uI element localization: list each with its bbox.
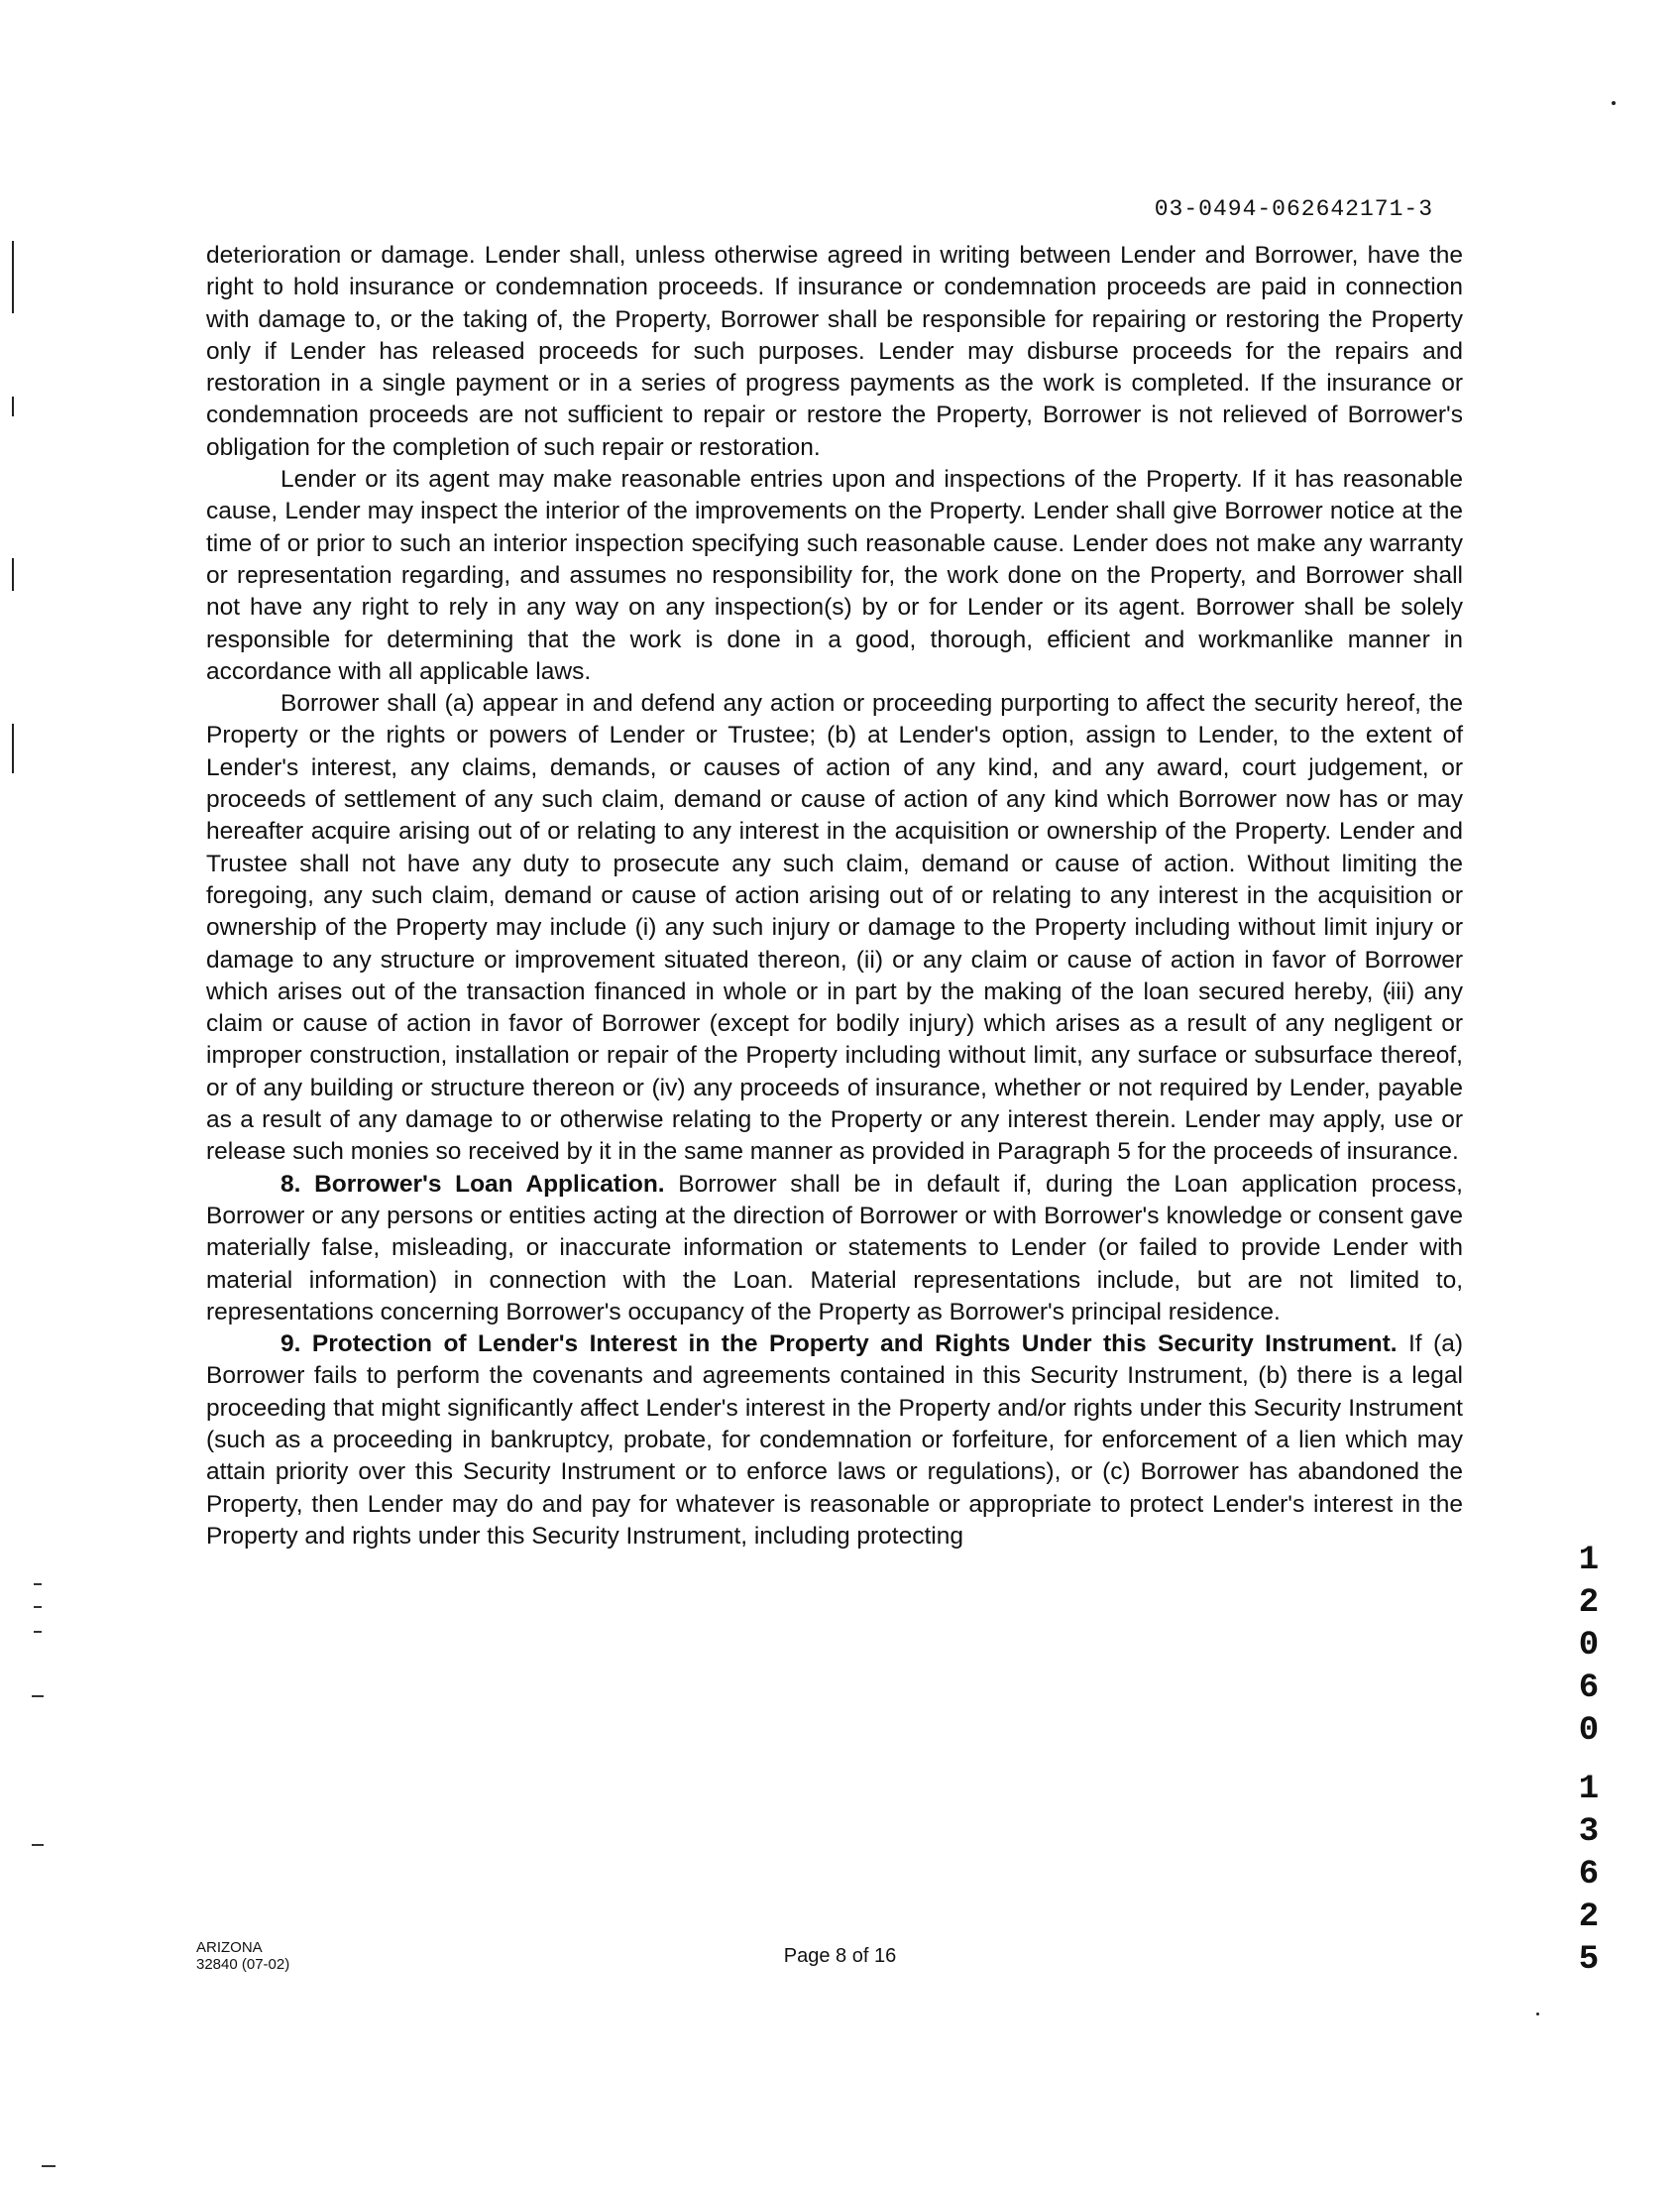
document-number: 03-0494-062642171-3 xyxy=(1154,196,1433,222)
recording-digit: 3 xyxy=(1578,1813,1600,1851)
recording-digit: 0 xyxy=(1578,1712,1600,1750)
recording-digit: 6 xyxy=(1578,1669,1600,1707)
scan-mark xyxy=(34,1606,42,1608)
scan-mark xyxy=(32,1844,44,1846)
page-number: Page 8 of 16 xyxy=(783,1945,897,1967)
recording-digit: 1 xyxy=(1578,1542,1600,1579)
scan-margin-line xyxy=(12,558,14,591)
scan-mark xyxy=(42,2165,56,2167)
document-body xyxy=(206,240,1463,1553)
recording-digit: 2 xyxy=(1578,1898,1600,1936)
scan-mark xyxy=(34,1583,42,1585)
recording-digit: 6 xyxy=(1578,1856,1600,1894)
scan-mark xyxy=(32,1695,44,1697)
recording-digit: 0 xyxy=(1578,1627,1600,1665)
scan-margin-line xyxy=(12,241,14,313)
recording-number-stamp xyxy=(1569,1540,1609,1982)
section-8-text: Borrower shall be in default if, during the Loan application process, Borrower or any persons or entities acting at the direction of Borrower or with Borrower's knowledge or consent gave materially false, misleading, or inaccurate information or statements to Lender (or failed to provide Lender with material information) in connection with the Loan. Material representations include, but are not limited to, representations concerning Borrower's occupancy of the Property as Borrower's principal residence. xyxy=(206,1170,1463,1325)
paragraph: deterioration or damage. Lender shall, unless otherwise agreed in writing between Lender and Borrower, have the right to hold insurance or condemnation proceeds. If insurance or condemnation proceeds are paid in connection with damage to, or the taking of, the Property, Borrower shall be responsible for repairing or restoring the Property only if Lender has released proceeds for such purposes. Lender may disburse proceeds for the repairs and restoration in a single payment or in a series of progress payments as the work is completed. If the insurance or condemnation proceeds are not sufficient to repair or restore the Property, Borrower is not relieved of Borrower's obligation for the completion of such repair or restoration. xyxy=(206,242,1463,461)
section-9-heading: 9. Protection of Lender's Interest in the Property and Rights Under this Security Instrument. xyxy=(280,1330,1398,1358)
scan-speck xyxy=(1612,101,1616,105)
scan-mark xyxy=(34,1631,42,1633)
recording-digit: 2 xyxy=(1578,1584,1600,1622)
state-label: ARIZONA xyxy=(196,1939,263,1956)
paragraph: Borrower shall (a) appear in and defend any action or proceeding purporting to affect the security hereof, the Property or the rights or powers of Lender or Trustee; (b) at Lender's option, assign to Lender, to the extent of Lender's interest, any claims, demands, or causes of action of any kind, and any award, court judgement, or proceeds of settlement of any such claim, demand or cause of action of any kind which Borrower now has or may hereafter acquire arising out of or relating to any interest in the acquisition or ownership of the Property. Lender and Trustee shall not have any duty to prosecute any such claim, demand or cause of action. Without limiting the foregoing, any such claim, demand or cause of action arising out of or relating to any interest in the acquisition or ownership of the Property may include (i) any such injury or damage to the Property including without limit injury or damage to any structure or improvement situated thereon, (ii) or any claim or cause of action in favor of Borrower which arises out of the transaction financed in whole or in part by the making of the loan secured hereby, (iii) any claim or cause of action in favor of Borrower (except for bodily injury) which arises as a result of any negligent or improper construction, installation or repair of the Property including without limit, any surface or subsurface thereof, or of any building or structure thereon or (iv) any proceeds of insurance, whether or not required by Lender, payable as a result of any damage to or otherwise relating to the Property or any interest therein. Lender may apply, use or release such monies so received by it in the same manner as provided in Paragraph 5 for the proceeds of insurance. xyxy=(206,690,1463,1166)
scan-margin-line xyxy=(12,397,14,416)
section-9-text: If (a) Borrower fails to perform the covenants and agreements contained in this Security Instrument, (b) there is a legal proceeding that might significantly affect Lender's interest in the Property and/or rights under this Security Instrument (such as a proceeding in bankruptcy, probate, for condemnation or forfeiture, for enforcement of a lien which may attain priority over this Security Instrument or to enforce laws or regulations), or (c) Borrower has abandoned the Property, then Lender may do and pay for whatever is reasonable or appropriate to protect Lender's interest in the Property and rights under this Security Instrument, including protecting xyxy=(206,1330,1464,1550)
scan-speck xyxy=(1536,2013,1539,2015)
section-9-paragraph xyxy=(206,1328,1463,1553)
paragraph: Lender or its agent may make reasonable entries upon and inspections of the Property. If it has reasonable cause, Lender may inspect the interior of the improvements on the Property. Lender shall give Borrower notice at the time of or prior to such an interior inspection specifying such reasonable cause. Lender does not make any warranty or representation regarding, and assumes no responsibility for, the work done on the Property, and Borrower shall not have any right to rely in any way on any inspection(s) by or for Lender or its agent. Borrower shall be solely responsible for determining that the work is done in a good, thorough, efficient and workmanlike manner in accordance with all applicable laws. xyxy=(206,466,1463,685)
section-8-paragraph xyxy=(206,1169,1463,1328)
section-8-heading: 8. Borrower's Loan Application. xyxy=(280,1170,665,1198)
scan-margin-line xyxy=(12,724,14,773)
recording-digit: 1 xyxy=(1578,1771,1600,1808)
form-code: 32840 (07-02) xyxy=(196,1956,290,1973)
recording-digit: 5 xyxy=(1578,1941,1600,1979)
